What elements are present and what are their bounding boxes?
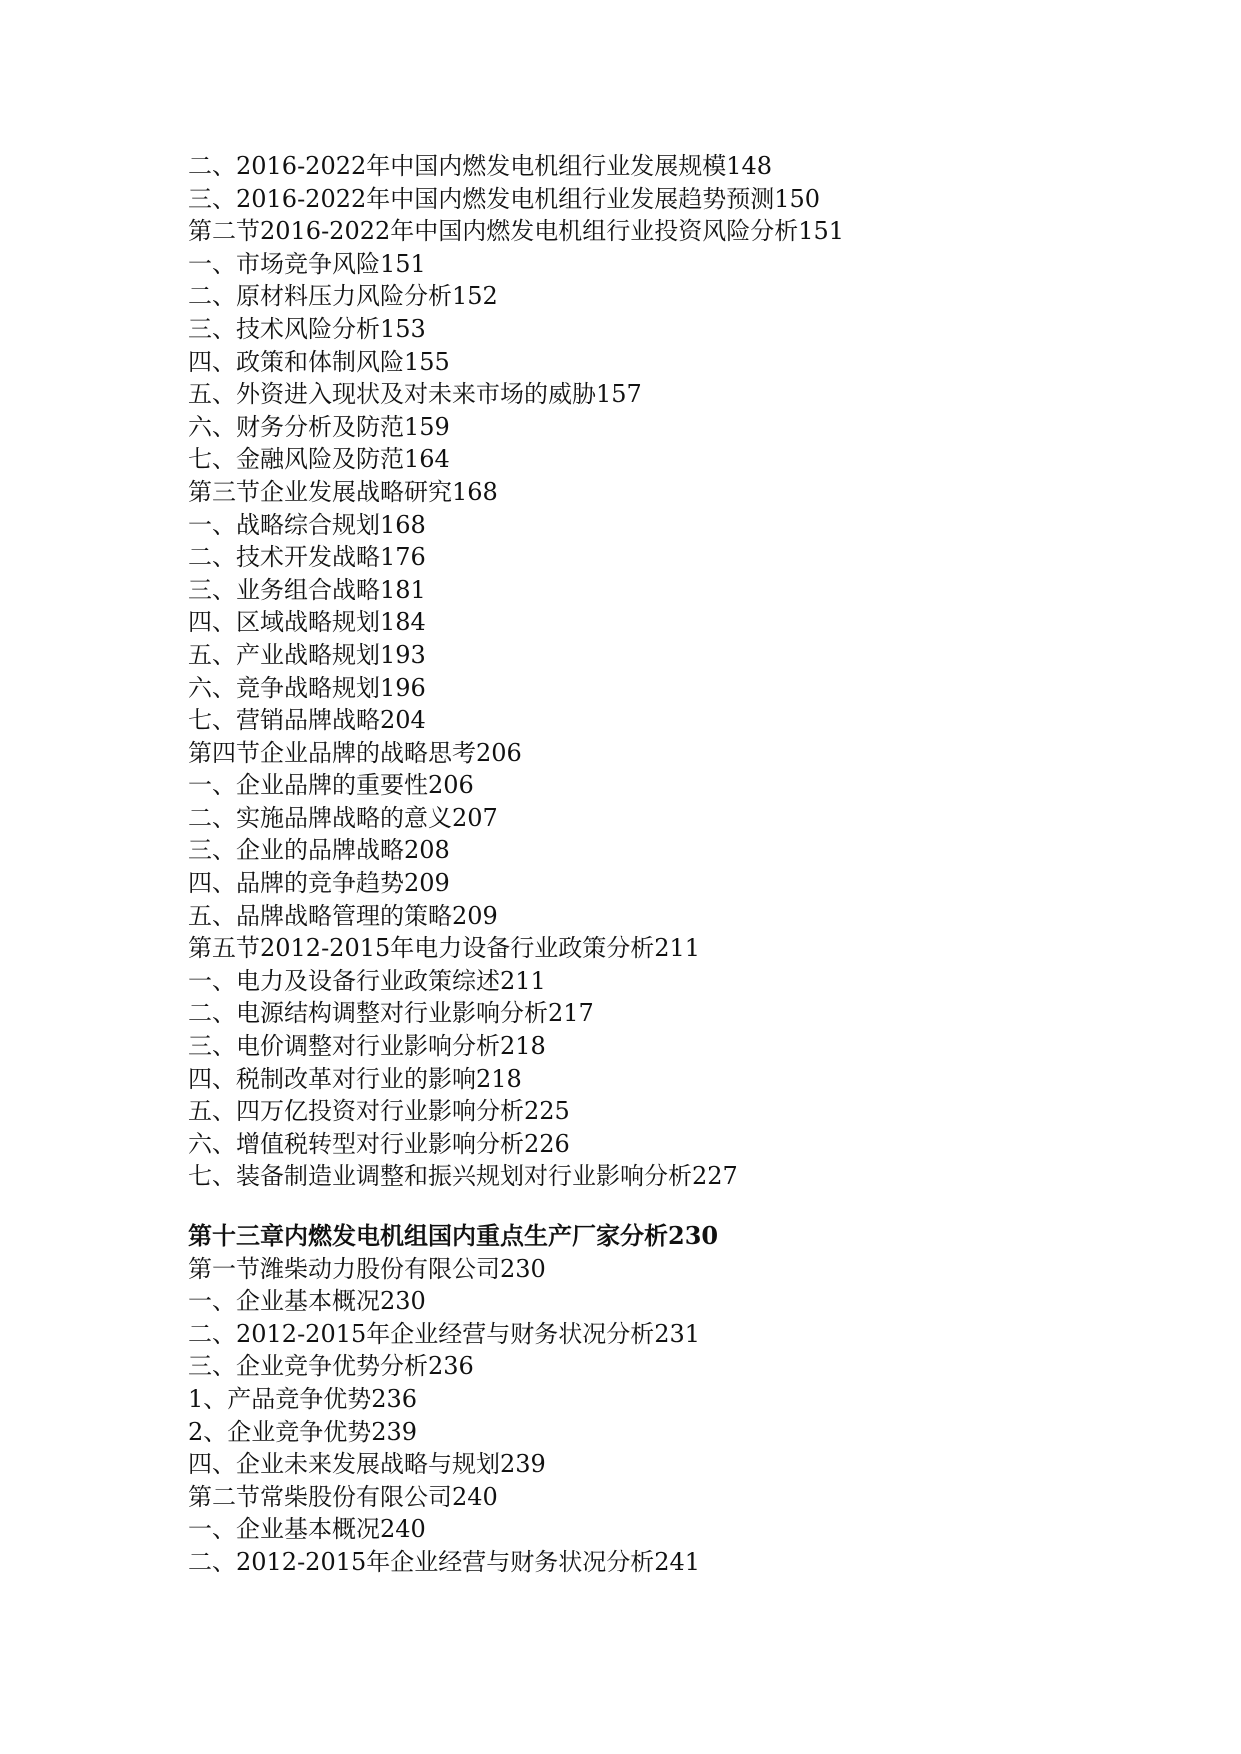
toc-section-entry: 第四节企业品牌的战略思考206 (188, 738, 522, 767)
toc-section-entry: 第一节潍柴动力股份有限公司230 (188, 1254, 546, 1283)
toc-item-entry: 六、财务分析及防范159 (188, 412, 450, 441)
toc-item-entry: 一、企业基本概况240 (188, 1515, 426, 1544)
toc-item-entry: 六、增值税转型对行业影响分析226 (188, 1129, 570, 1158)
toc-item-entry: 五、产业战略规划193 (188, 640, 426, 669)
toc-item-entry: 五、外资进入现状及对未来市场的威胁157 (188, 380, 642, 409)
toc-item-entry: 一、战略综合规划168 (188, 510, 426, 539)
toc-item-entry: 二、技术开发战略176 (188, 543, 426, 572)
toc-item-entry: 三、企业的品牌战略208 (188, 836, 450, 865)
toc-chapter-heading: 第十三章内燃发电机组国内重点生产厂家分析230 (188, 1221, 719, 1250)
toc-item-entry: 四、企业未来发展战略与规划239 (188, 1450, 546, 1479)
toc-item-entry: 三、电价调整对行业影响分析218 (188, 1032, 546, 1061)
toc-item-entry: 二、2012-2015年企业经营与财务状况分析231 (188, 1319, 701, 1348)
toc-item-entry: 五、四万亿投资对行业影响分析225 (188, 1097, 570, 1126)
toc-item-entry: 二、电源结构调整对行业影响分析217 (188, 999, 594, 1028)
toc-item-entry: 一、市场竞争风险151 (188, 249, 426, 278)
toc-section-entry: 第五节2012-2015年电力设备行业政策分析211 (188, 934, 701, 963)
toc-item-entry: 一、企业基本概况230 (188, 1287, 426, 1316)
toc-item-entry: 六、竞争战略规划196 (188, 673, 426, 702)
toc-item-entry: 四、品牌的竞争趋势209 (188, 869, 450, 898)
toc-item-entry: 三、企业竞争优势分析236 (188, 1352, 474, 1381)
toc-item-entry: 四、税制改革对行业的影响218 (188, 1064, 522, 1093)
toc-item-entry: 一、企业品牌的重要性206 (188, 771, 474, 800)
toc-item-entry: 五、品牌战略管理的策略209 (188, 901, 498, 930)
toc-item-entry: 2、企业竞争优势239 (188, 1417, 418, 1446)
toc-item-entry: 四、政策和体制风险155 (188, 347, 450, 376)
toc-item-entry: 二、2016-2022年中国内燃发电机组行业发展规模148 (188, 152, 773, 180)
toc-item-entry: 三、技术风险分析153 (188, 314, 426, 343)
toc-item-entry: 七、营销品牌战略204 (188, 706, 426, 735)
toc-item-entry: 四、区域战略规划184 (188, 608, 426, 637)
toc-item-entry: 二、原材料压力风险分析152 (188, 282, 498, 311)
toc-section-entry: 第二节常柴股份有限公司240 (188, 1482, 498, 1511)
toc-item-entry: 七、装备制造业调整和振兴规划对行业影响分析227 (188, 1162, 738, 1191)
toc-section-entry: 第三节企业发展战略研究168 (188, 477, 498, 506)
toc-item-entry: 二、实施品牌战略的意义207 (188, 803, 498, 832)
toc-item-entry: 一、电力及设备行业政策综述211 (188, 966, 546, 995)
toc-item-entry: 三、业务组合战略181 (188, 575, 426, 604)
toc-item-entry: 三、2016-2022年中国内燃发电机组行业发展趋势预测150 (188, 184, 821, 213)
toc-item-entry: 1、产品竞争优势236 (188, 1384, 418, 1413)
toc-item-entry: 七、金融风险及防范164 (188, 445, 450, 474)
table-of-contents (188, 150, 1188, 1579)
toc-section-entry: 第二节2016-2022年中国内燃发电机组行业投资风险分析151 (188, 217, 845, 246)
toc-item-entry: 二、2012-2015年企业经营与财务状况分析241 (188, 1547, 701, 1576)
